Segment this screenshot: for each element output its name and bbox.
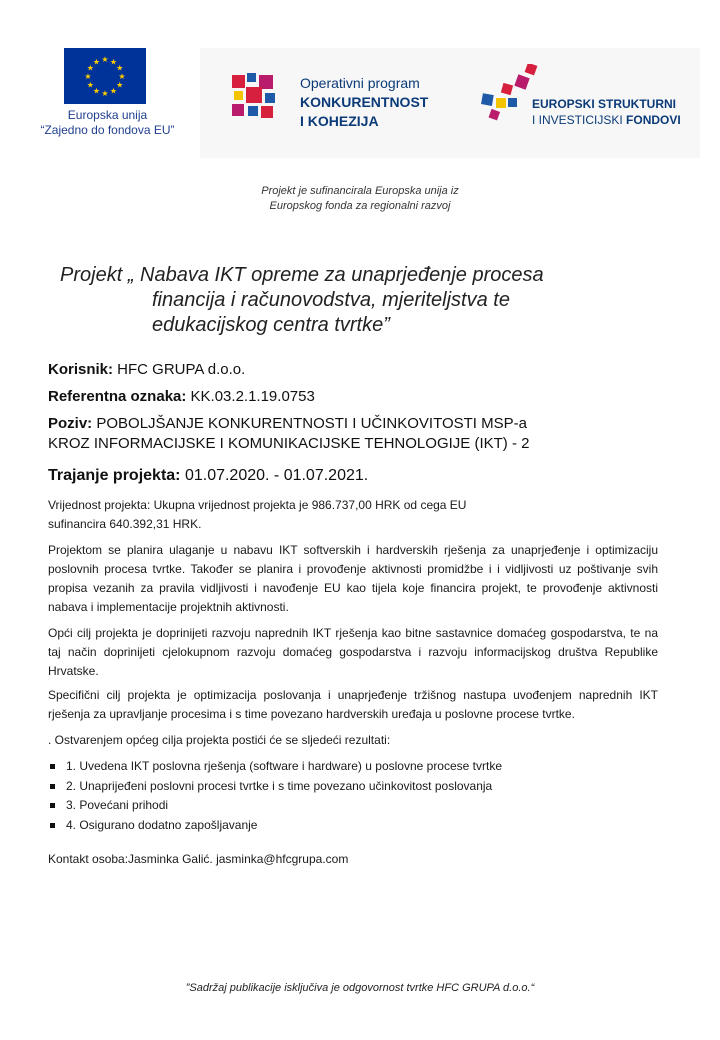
op-logo-text: [300, 74, 460, 131]
project-value-line1: Vrijednost projekta: Ukupna vrijednost projekta je 986.737,00 HRK od cega EU: [48, 498, 467, 512]
results-intro: . Ostvarenjem općeg cilja projekta postići će se sljedeći rezultati:: [48, 733, 391, 747]
eu-star-icon: ★: [101, 89, 109, 98]
contact-person: Kontakt osoba:Jasminka Galić. jasminka@hfcgrupa.com: [48, 852, 349, 866]
eu-star-icon: ★: [92, 57, 101, 67]
oznaka-value: KK.03.2.1.19.0753: [186, 388, 315, 405]
op-logo-line2: KONKURENTNOST: [300, 94, 429, 110]
project-value-line2: sufinancira 640.392,31 HRK.: [48, 517, 202, 531]
project-title-line3: edukacijskog centra tvrtke”: [152, 314, 390, 336]
poziv-value-line2: KROZ INFORMACIJSKE I KOMUNIKACIJSKE TEHNOLOGIJE (IKT) - 2: [48, 435, 530, 452]
footer-disclaimer: ”Sadržaj publikacije isključiva je odgovornost tvrtke HFC GRUPA d.o.o.“: [185, 982, 535, 994]
cofinancing-line1: Projekt je sufinancirala Europska unija iz: [261, 185, 459, 197]
results-list: [48, 757, 648, 835]
eu-star-icon: ★: [116, 80, 124, 90]
field-referentna-oznaka: [48, 387, 315, 407]
general-goal-paragraph: Opći cilj projekta je doprinijeti razvoju naprednih IKT rješenja kao bitne sastavnice domaćeg gospodarstva, te na taj način doprinijeti cjelokupnom razvoju domaćeg gospodarstva i razvoju informacijskog društva Republike Hrvatske.: [48, 626, 658, 678]
project-title-line1: Projekt „ Nabava IKT opreme za unaprjeđenje procesa: [60, 264, 544, 286]
eu-logo-line1: Europska unija: [67, 108, 148, 122]
op-logo-line3: I KOHEZIJA: [300, 113, 379, 129]
op-logo-icon: [232, 73, 282, 123]
eu-star-icon: ★: [84, 72, 92, 81]
poziv-value-line1: POBOLJŠANJE KONKURENTNOSTI I UČINKOVITOSTI MSP-a: [92, 415, 527, 432]
korisnik-value: HFC GRUPA d.o.o.: [113, 361, 246, 378]
esi-logo-line2: [532, 112, 692, 128]
field-trajanje: [48, 466, 368, 486]
eu-star-icon: ★: [116, 63, 124, 73]
esi-logo-text: [532, 96, 692, 128]
list-item: 3. Povećani prihodi: [48, 796, 648, 816]
poziv-label: Poziv:: [48, 415, 93, 432]
eu-star-icon: ★: [109, 86, 118, 96]
field-poziv: [48, 414, 648, 454]
list-item: 1. Uvedena IKT poslovna rješenja (software i hardware) u poslovne procese tvrtke: [48, 757, 648, 777]
eu-star-icon: ★: [109, 57, 118, 67]
planned-activities-paragraph: Projektom se planira ulaganje u nabavu IKT softverskih i hardverskih rješenja za unaprjeđenje i optimizaciju poslovnih procesa tvrtke. Također se planira i provođenje aktivnosti promidžbe i i vidljivosti uz poštivanje svih propisa vezanih za pravila vidljivosti i navođenje EU kao tijela koje financira projekt, te provođenje aktivnosti nabava i implementacije projektnih aktivnosti.: [48, 543, 658, 614]
field-korisnik: [48, 360, 245, 380]
cofinancing-note: [180, 184, 540, 214]
op-logo-line1: Operativni program: [300, 75, 420, 91]
eu-star-icon: ★: [86, 63, 94, 73]
trajanje-value: 01.07.2020. - 01.07.2021.: [180, 467, 369, 484]
eu-star-icon: ★: [86, 80, 94, 90]
eu-star-icon: ★: [118, 72, 126, 81]
project-value-paragraph: [48, 496, 518, 534]
eu-logo-caption: [40, 108, 175, 138]
trajanje-label: Trajanje projekta:: [48, 467, 181, 484]
esi-logo-line2a: I INVESTICIJSKI: [532, 113, 627, 127]
esi-logo-line2b: FONDOVI: [626, 113, 681, 127]
list-item: 4. Osigurano dodatno zapošljavanje: [48, 816, 648, 836]
eu-logo-line2: “Zajedno do fondova EU”: [40, 123, 175, 137]
project-title: [60, 263, 620, 338]
eu-star-icon: ★: [101, 55, 109, 64]
esi-logo-line1: EUROPSKI STRUKTURNI: [532, 97, 677, 111]
korisnik-label: Korisnik:: [48, 361, 114, 378]
cofinancing-line2: Europskog fonda za regionalni razvoj: [269, 200, 451, 212]
eu-star-icon: ★: [92, 86, 101, 96]
specific-goal-paragraph: Specifični cilj projekta je optimizacija poslovanja i unaprjeđenje tržišnog nastupa uvođenjem naprednih IKT rješenja za upravljanje procesima i s time povezano hardverskih uređaja u poslovne procese tvrtke.: [48, 688, 658, 721]
project-title-line2: financija i računovodstva, mjeriteljstva te: [152, 289, 510, 311]
list-item: 2. Unaprijeđeni poslovni procesi tvrtke i s time povezano učinkovitost poslovanja: [48, 777, 648, 797]
oznaka-label: Referentna oznaka:: [48, 388, 187, 405]
eu-flag-logo: [64, 48, 146, 104]
